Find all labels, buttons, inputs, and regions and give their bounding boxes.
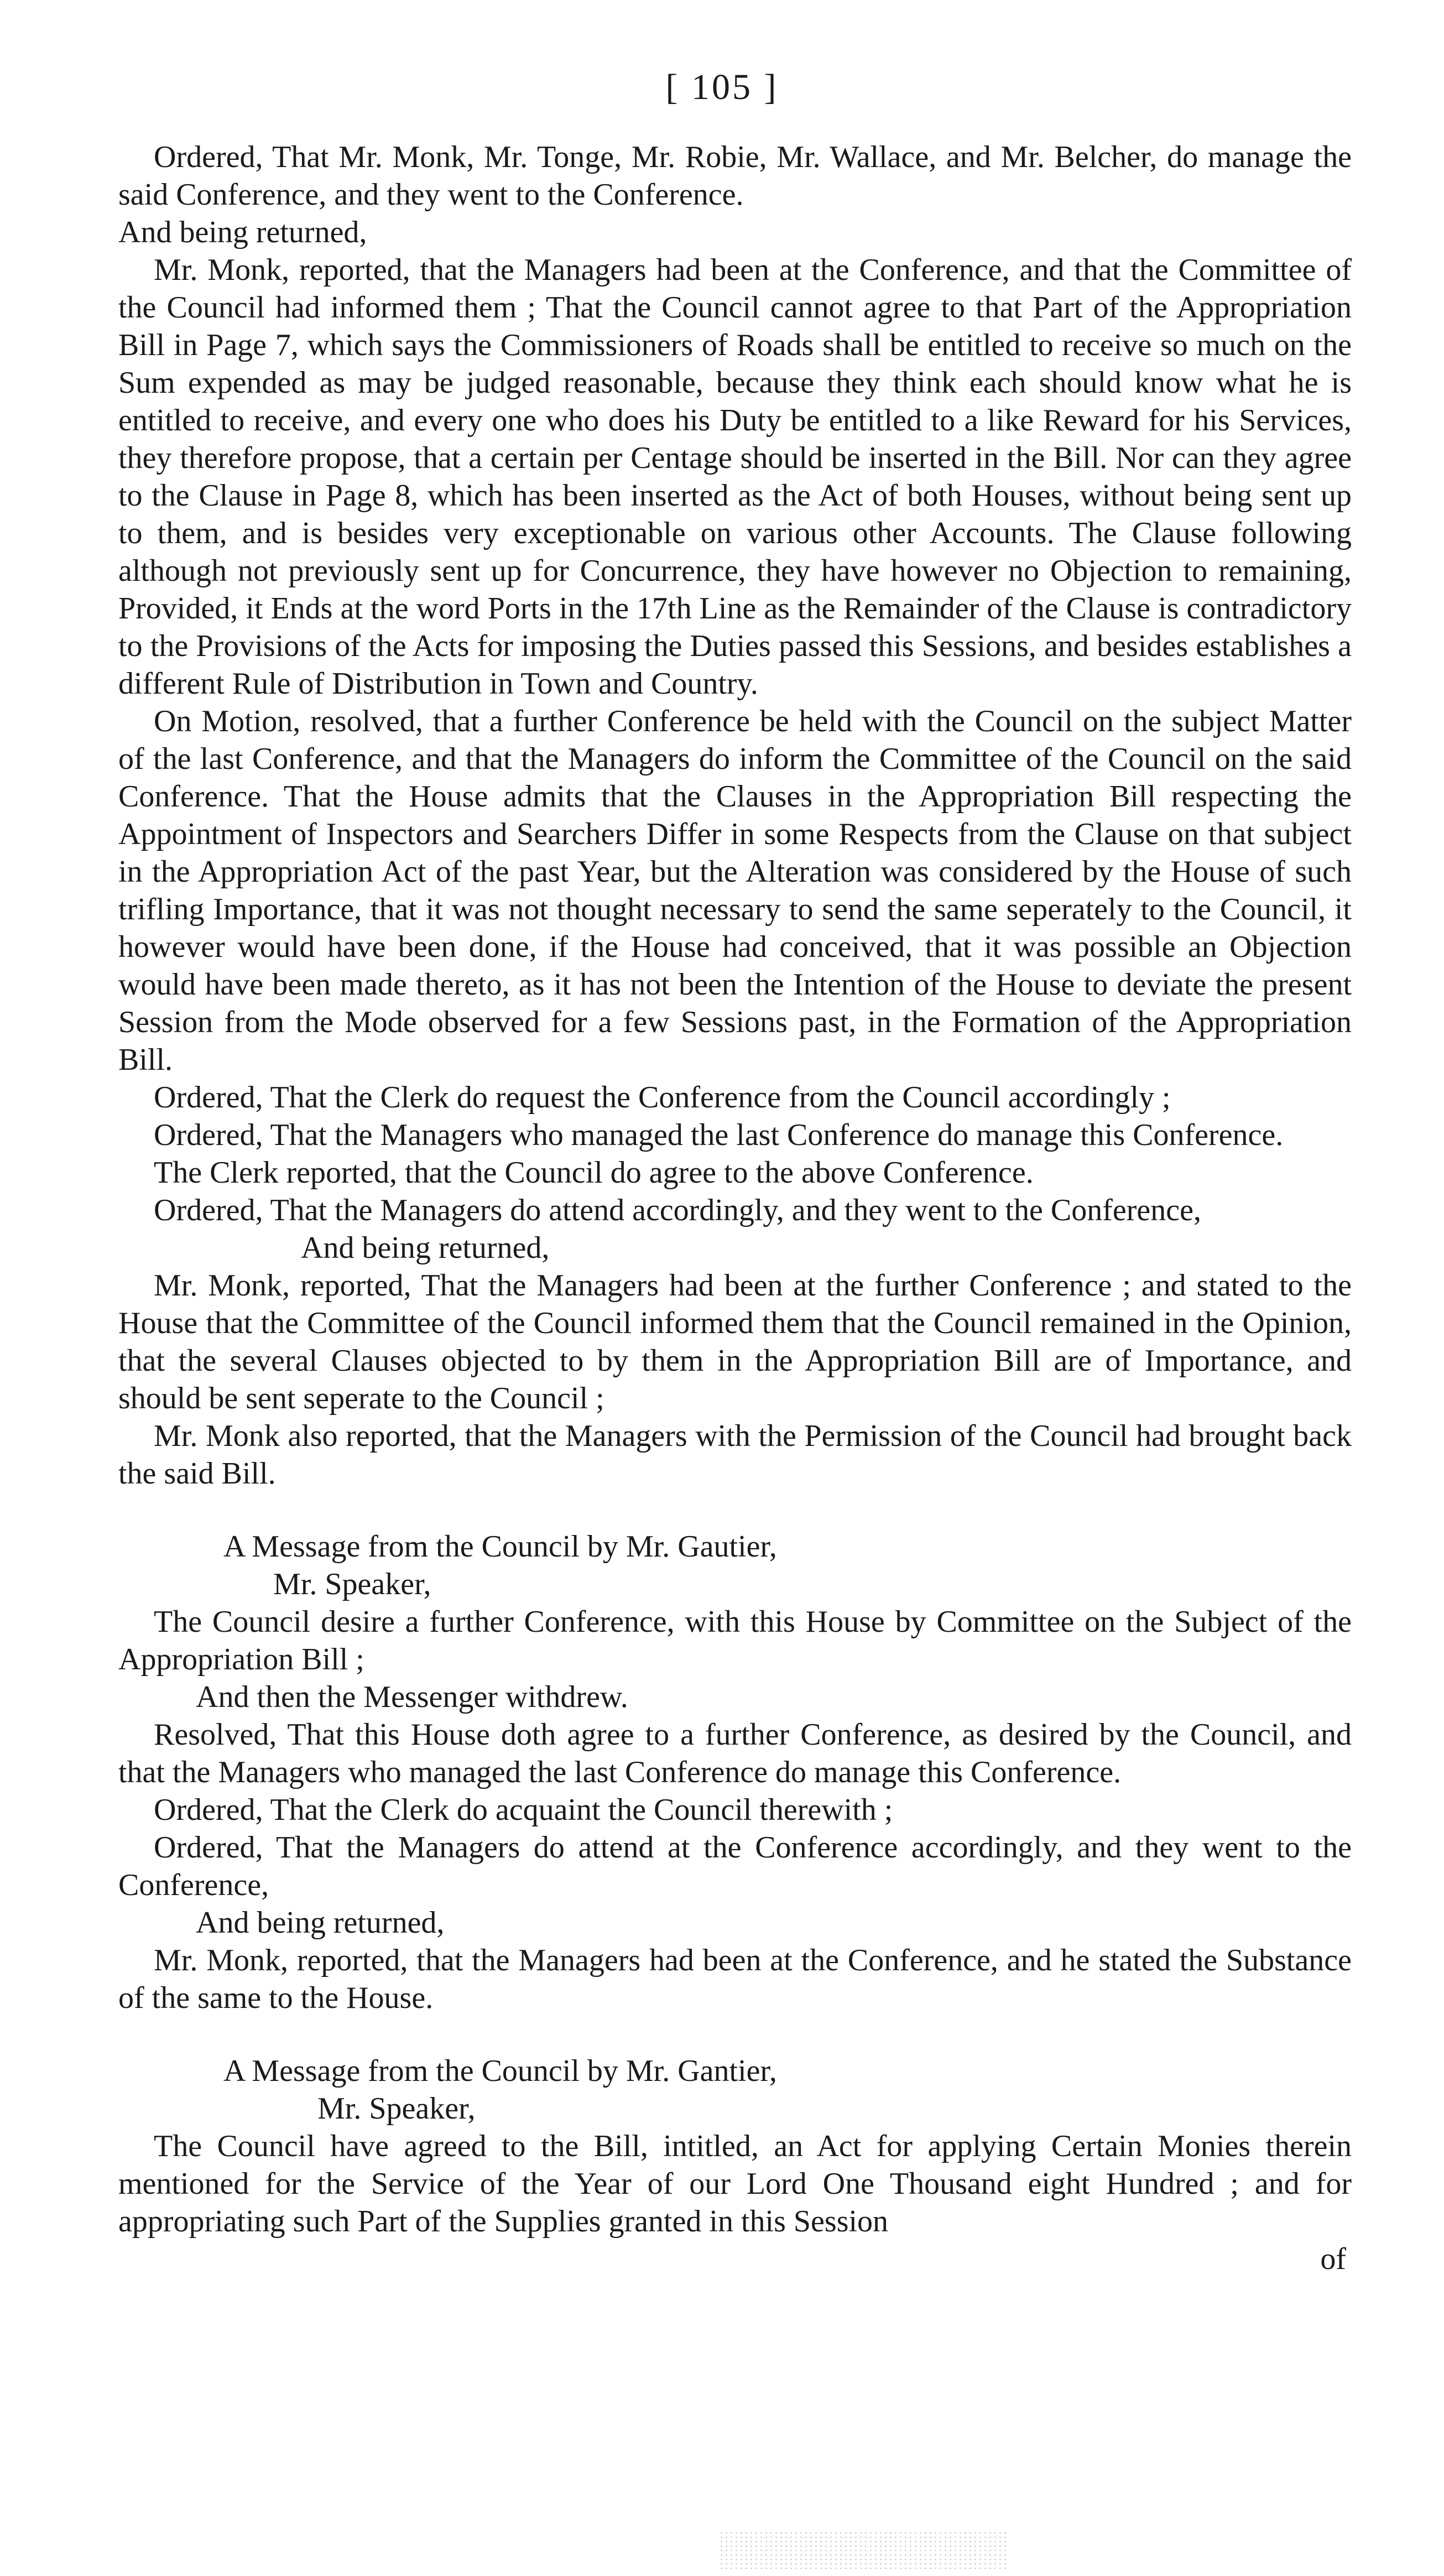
scan-noise — [719, 2531, 1007, 2569]
message-salutation: Mr. Speaker, — [273, 1567, 431, 1601]
paragraph: The Clerk reported, that the Council do agree to the above Conference. — [154, 1156, 1034, 1190]
message-heading: A Message from the Council by Mr. Gantier, — [223, 2054, 777, 2088]
journal-text — [118, 138, 1352, 2278]
paragraph: Ordered, That the Managers do attend at the Conference accordingly, and they went to the Conference, — [118, 1830, 1352, 1902]
paragraph: Mr. Monk also reported, that the Managers with the Permission of the Council had brought back the said Bill. — [118, 1419, 1352, 1491]
paragraph: The Council have agreed to the Bill, intitled, an Act for applying Certain Monies therein mentioned for the Service of the Year of our Lord One Thousand eight Hundred ; and for appropriating such Part of the Supplies granted in this Session — [118, 2129, 1352, 2239]
paragraph: Mr. Monk, reported, that the Managers had been at the Conference, and he stated the Substance of the same to the House. — [118, 1943, 1352, 2015]
message-heading: A Message from the Council by Mr. Gautier, — [223, 1529, 777, 1564]
catchword: of — [1320, 2242, 1346, 2276]
paragraph: And being returned, — [301, 1231, 550, 1265]
section-gap — [118, 2017, 1352, 2052]
paragraph: And being returned, — [196, 1906, 445, 1940]
paragraph: The Council desire a further Conference, with this House by Committee on the Subject of the Appropriation Bill ; — [118, 1605, 1352, 1677]
paragraph: And then the Messenger withdrew. — [196, 1680, 628, 1714]
paragraph: Resolved, That this House doth agree to a further Conference, as desired by the Council, and that the Managers who managed the last Conference do manage this Conference. — [118, 1718, 1352, 1789]
paragraph: Ordered, That the Clerk do request the Conference from the Council accordingly ; — [154, 1080, 1171, 1115]
paragraph: Mr. Monk, reported, that the Managers had been at the Conference, and that the Committee of the Council had informed them ; That the Council cannot agree to that Part of the Appropriation Bill in Page 7, which says the Commissioners of Roads shall be entitled to receive so much on the Sum expended as may be judged reasonable, because they think each should know what he is entitled to receive, and every one who does his Duty be entitled to a like Reward for his Services, they therefore propose, that a certain per Centage should be inserted in the Bill. Nor can they agree to the Clause in Page 8, which has been inserted as the Act of both Houses, without being sent up to them, and is besides very exceptionable on various other Accounts. The Clause following although not previously sent up for Concurrence, they have however no Objection to remaining, Provided, it Ends at the word Ports in the 17th Line as the Remainder of the Clause is contradictory to the Provisions of the Acts for imposing the Duties passed this Sessions, and besides establishes a different Rule of Distribution in Town and Country. — [118, 253, 1352, 701]
paragraph: And being returned, — [118, 215, 367, 249]
paragraph: Ordered, That the Managers do attend accordingly, and they went to the Conference, — [154, 1193, 1201, 1227]
paragraph: Ordered, That the Managers who managed the last Conference do manage this Conference. — [154, 1118, 1284, 1152]
paragraph: Ordered, That Mr. Monk, Mr. Tonge, Mr. Robie, Mr. Wallace, and Mr. Belcher, do manage the said Conference, and they went to the Conference. — [118, 140, 1352, 212]
section-gap — [118, 1492, 1352, 1528]
page-number: [ 105 ] — [665, 67, 779, 107]
paragraph: Ordered, That the Clerk do acquaint the Council therewith ; — [154, 1793, 893, 1827]
paragraph: On Motion, resolved, that a further Conference be held with the Council on the subject Matter of the last Conference, and that the Managers do inform the Committee of the Council on the said Conference. That the House admits that the Clauses in the Appropriation Bill respecting the Appointment of Inspectors and Searchers Differ in some Respects from the Clause on that subject in the Appropriation Act of the past Year, but the Alteration was considered by the House of such trifling Importance, that it was not thought necessary to send the same seperately to the Council, it however would have been done, if the House had conceived, that it was possible an Objection would have been made thereto, as it has not been the Intention of the House to deviate the present Session from the Mode observed for a few Sessions past, in the Formation of the Appropriation Bill. — [118, 704, 1352, 1077]
paragraph: Mr. Monk, reported, That the Managers had been at the further Conference ; and stated to the House that the Committee of the Council informed them that the Council remained in the Opinion, that the several Clauses objected to by them in the Appropriation Bill are of Importance, and should be sent seperate to the Council ; — [118, 1268, 1352, 1416]
message-salutation: Mr. Speaker, — [317, 2091, 476, 2126]
